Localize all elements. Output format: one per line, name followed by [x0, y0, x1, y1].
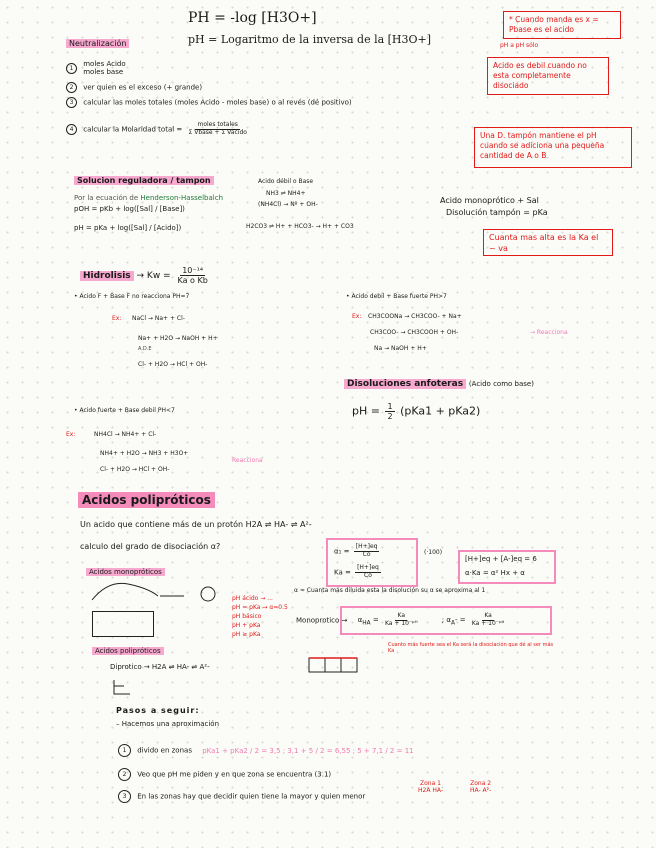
mono-formula-num-2: Ka	[484, 612, 492, 619]
hh-intro-prefix: Por la ecuación de	[74, 194, 139, 202]
mono-title	[86, 568, 165, 576]
step-number: 1	[118, 744, 131, 757]
case1-ex1: NaCl → Na+ + Cl-	[132, 315, 185, 322]
note-tampon	[474, 127, 632, 168]
pink-list-item: pH ≥ pKa	[232, 631, 261, 638]
paso1-eq: pKa1 + pKa2 / 2 = 3,5 ; 3,1 + 5 / 2 = 6,55 ; 5 + 7,1 / 2 = 11	[202, 746, 414, 755]
kw-den: Ka o Kb	[177, 276, 208, 286]
alpha1-lhs: α₁ =	[334, 547, 350, 556]
case1-ex-label: Ex:	[112, 315, 122, 322]
anfoteras-subtitle: (Acido como base)	[468, 380, 534, 388]
neutralizacion-title-text: Neutralización	[66, 39, 129, 48]
alpha-box	[326, 538, 418, 587]
neutral-step-1	[66, 60, 126, 76]
mono-title-text: Acidos monopróticos	[86, 568, 165, 576]
ph-formula: PH = -log [H3O+]	[188, 10, 317, 26]
step-number: 4	[66, 124, 77, 135]
alpha1-den: Co	[362, 550, 371, 558]
poli-sketch-2	[110, 676, 134, 696]
pasos-title: Pasos a seguir:	[116, 706, 200, 715]
step-number: 1	[66, 63, 77, 74]
case3-ex1: NH4Cl → NH4+ + Cl-	[94, 431, 157, 438]
case2-ex1: CH3COONa → CH3COO- + Na+	[368, 313, 462, 320]
mono-formula-lhs: Monoprotico →	[296, 616, 348, 625]
case2-ex2-note: → Reacciona	[530, 329, 568, 336]
anfoteras-prefix: pH =	[352, 404, 380, 418]
case2-ex3: Na → NaOH + H+	[374, 345, 427, 352]
paso-2	[118, 768, 331, 781]
hidro-case-3: • Acido fuerte + Base debil PH<7	[74, 407, 175, 414]
pasos-sub: – Hacemos una aproximación	[116, 720, 220, 728]
neutral-step-2	[66, 82, 202, 93]
step-number: 3	[66, 97, 77, 108]
eq-box-line2: α·Ka = α² Hx + α	[465, 569, 525, 577]
anfoteras-suffix: (pKa1 + pKa2)	[400, 404, 481, 418]
anfoteras-title: Disoluciones anfoteras	[344, 379, 466, 389]
mono-sal: Acido monoprótico + Sal	[440, 196, 539, 205]
alpha2-row	[334, 565, 383, 580]
case2-ex-label: Ex:	[352, 313, 362, 320]
mono-formula-num: Ka	[397, 612, 405, 619]
hh-name: Henderson-Hasselbalch	[140, 194, 224, 202]
case1-ex-sub: A.D.E	[138, 346, 152, 352]
ph-definition: pH = Logaritmo de la inversa de la [H3O+]	[188, 33, 432, 46]
mono-formula: Monoprotico → $\alpha_{HA}$ = $\frac{Ka}{\text{Ka + 10⁻ᵖᴴ}}$ ; $\alpha_A-$ = $\frac{Ka}{\text{Ka + 10⁻ᵖᴴ}}$	[296, 612, 505, 627]
reguladora-title	[74, 176, 214, 185]
zona-1-label: Zona 1	[420, 780, 441, 787]
note-mandar-text: * Cuando manda es x = Pbase es el acido	[509, 15, 599, 35]
alpha2-num: [H+]eq	[357, 564, 379, 571]
step3: calcular las moles totales (moles Acido - moles base) o al revés (dé positivo)	[83, 98, 352, 107]
pink-list-item: pH básico	[232, 613, 262, 620]
step2: ver quien es el exceso (+ grande)	[83, 83, 203, 92]
neutral-step-3	[66, 97, 352, 108]
mono-note: Cuanto más fuerte sea el Ka será la disociación que dé al ser más Ka	[388, 642, 554, 654]
note-tampon-text: Una D. tampón mantiene el pH cuando se adiciona una pequeña cantidad de A o B	[480, 131, 605, 161]
note-debil	[487, 57, 609, 95]
pink-list-item: pH ácido → ...	[232, 595, 273, 602]
zona-1	[418, 781, 443, 795]
anfoteras-formula	[352, 402, 480, 421]
case1-ex3: Cl- + H2O → HCl + OH-	[138, 361, 208, 368]
mono-desc: α ≈ Cuanta más diluida esta la disolución su α se aproxima al 1	[294, 587, 486, 594]
step4: calcular la Molaridad total =	[83, 125, 183, 134]
paso-3	[118, 790, 365, 803]
equilibrium-box	[458, 550, 556, 584]
hidrolisis-title: Hidrolisis	[80, 271, 134, 281]
anfoteras-num: 1	[387, 402, 393, 411]
hidrolisis-heading	[80, 266, 212, 285]
hidro-case-1: • Acido F + Base F no reacciona PH=7	[74, 293, 190, 300]
alpha1-row	[334, 544, 381, 559]
molaridad-fraction	[187, 122, 249, 137]
molaridad-num: moles totales	[197, 121, 238, 128]
anfoteras-fraction	[385, 402, 394, 421]
hh-eq1: pOH = pKb + log([Sal] / [Base])	[74, 205, 185, 213]
poli-diprotico: Diprotico → H2A ⇌ HA- ⇌ A²-	[110, 663, 210, 671]
step1a: moles Acido	[83, 60, 126, 68]
case3-ex2: NH4+ + H2O → NH3 + H3O+	[100, 450, 189, 457]
mono-tampon: Disolución tampón = pKa	[446, 208, 548, 217]
case2-ex2: CH3COO- → CH3COOH + OH-	[370, 329, 459, 336]
polipro-definition: Un acido que contiene más de un protón H2A ⇌ HA- ⇌ A²-	[80, 520, 312, 529]
anfoteras-heading	[344, 379, 534, 389]
step-number: 2	[118, 768, 131, 781]
zona-2-species: HA- A²-	[470, 786, 492, 794]
hidro-case-2: • Acido debil + Base fuerte PH>7	[346, 293, 447, 300]
kw-lhs: → Kw =	[136, 271, 171, 282]
alpha2-den: Co	[364, 571, 372, 579]
molaridad-den: Σ Vbase + Σ Vacido	[188, 128, 247, 136]
step-number: 3	[118, 790, 131, 803]
neutral-step-4	[66, 122, 251, 137]
pink-list-item: pH = pKa → α=0.5	[232, 604, 288, 611]
zona-1-species: H2A HA-	[418, 786, 443, 794]
anfoteras-den: 2	[387, 412, 393, 422]
mono-formula-den: Ka + 10⁻ᵖᴴ	[384, 619, 418, 627]
polipro-title	[78, 494, 215, 508]
note-ka	[483, 229, 613, 256]
note-ka-text: Cuanta mas alta es la Ka el ~ va	[489, 233, 599, 253]
zona-2	[470, 781, 491, 795]
eq-box-line1: [H+]eq + [A-]eq = 6	[465, 555, 537, 563]
alpha1-fraction	[354, 544, 380, 559]
note-debil-text: Acido es debil cuando no esta completamente disociado	[493, 61, 587, 91]
note-mandar-sub: pH a pH sólo	[500, 42, 539, 49]
case3-ex3: Cl- + H2O → HCl + OH-	[100, 466, 170, 473]
tampon-side-4: H2CO3 ⇌ H+ + HCO3- → H+ + CO3	[246, 223, 354, 230]
reguladora-title-text: Solucion reguladora / tampon	[74, 176, 214, 185]
step-number: 2	[66, 82, 77, 93]
case1-ex2: Na+ + H2O → NaOH + H+	[138, 335, 218, 342]
alpha2-fraction	[355, 565, 381, 580]
mono-formula-den-2: Ka + 10⁻ᵖᴴ	[471, 619, 505, 627]
zona-2-label: Zona 2	[470, 780, 492, 787]
paso-1	[118, 744, 414, 757]
paso2-text: Veo que pH me piden y en que zona se encuentra (3.1)	[137, 770, 332, 779]
kw-fraction	[175, 266, 209, 285]
step1b: moles base	[83, 68, 124, 77]
mono-formula-fraction	[383, 613, 420, 628]
mono-formula-fraction-2	[470, 613, 507, 628]
alpha2-lhs: Ka =	[334, 568, 351, 577]
case3-ex-label: Ex:	[66, 431, 76, 438]
polipro-title-text: Acidos polipróticos	[78, 492, 215, 508]
alpha-side: (·100)	[424, 549, 443, 556]
case3-ex2-note: Reacciona	[232, 457, 263, 464]
paso1-text: divido en zonas	[137, 746, 192, 755]
paso3-text: En las zonas hay que decidir quien tiene la mayor y quien menor	[137, 792, 366, 801]
hh-eq2: pH = pKa + log([Sal] / [Acido])	[74, 224, 182, 232]
poli-sketch	[308, 654, 360, 674]
hh-intro	[74, 194, 223, 202]
polipro-calc: calculo del grado de disociación α?	[80, 542, 221, 551]
tampon-side-3: (NH4Cl) → Nº + OH-	[258, 201, 318, 208]
pink-list-item: pH + pKa	[232, 622, 261, 629]
alpha1-num: [H+]eq	[355, 543, 378, 550]
poli-sub-title-text: Acidos polipróticos	[92, 647, 164, 655]
kw-num: 10⁻¹⁴	[182, 266, 204, 275]
note-mandar	[503, 11, 621, 39]
neutralizacion-title	[66, 39, 129, 48]
tampon-side-2: NH3 ⇌ NH4+	[266, 190, 306, 197]
mono-sketch	[88, 578, 228, 606]
poli-sub-title	[92, 647, 164, 655]
pink-list	[232, 594, 288, 639]
tampon-side-1: Acido débil o Base	[258, 178, 314, 185]
mono-scale-box	[92, 611, 154, 637]
